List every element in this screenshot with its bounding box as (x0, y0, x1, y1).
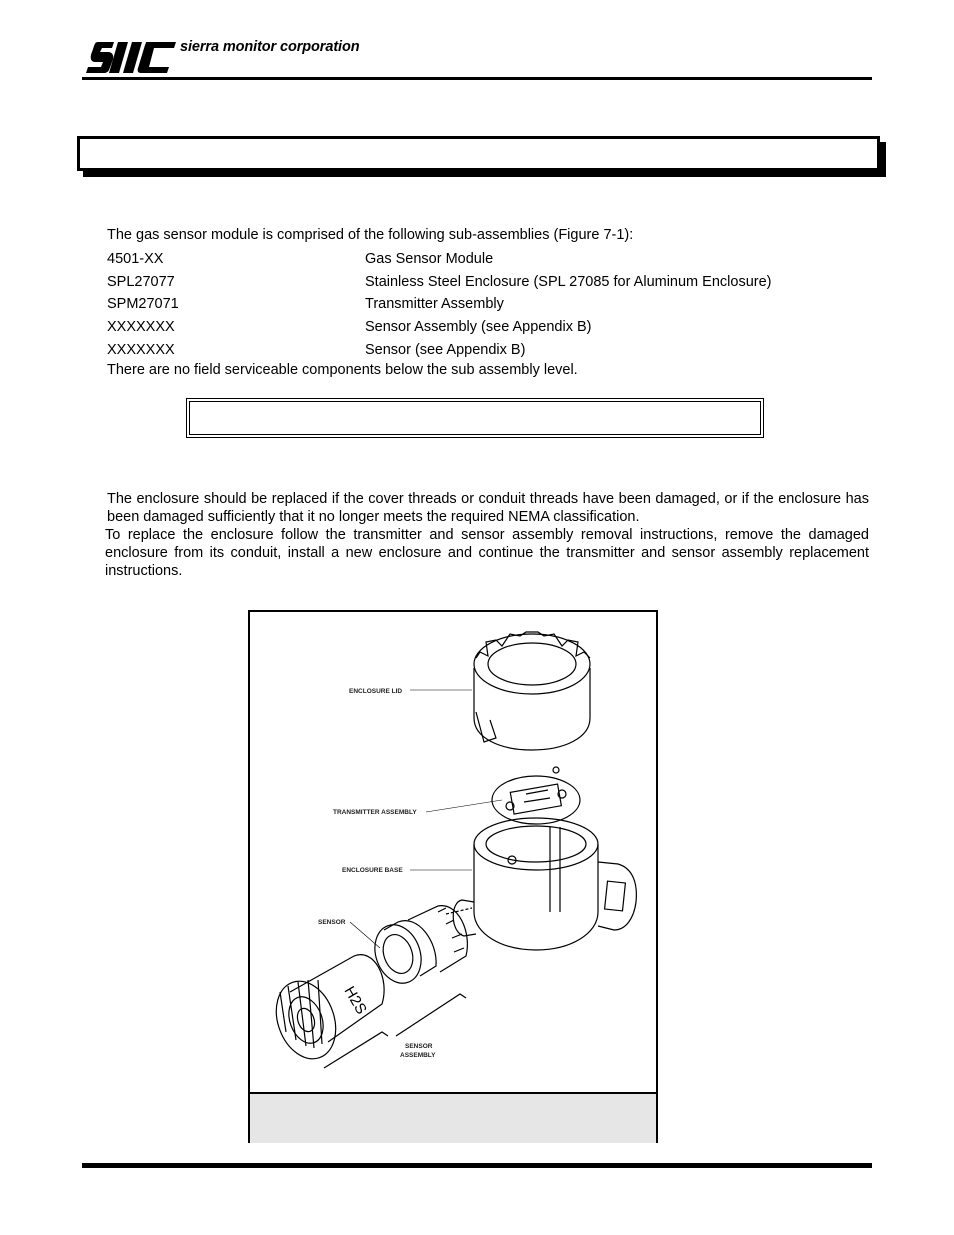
figure-caption-box (250, 1092, 656, 1143)
header-rule (82, 77, 872, 80)
sensor-assembly-drawing (266, 955, 384, 1067)
sub-assembly-list (107, 248, 867, 361)
subsection-heading-box (189, 401, 761, 435)
label-sensor-assembly-line1: SENSOR (405, 1043, 433, 1050)
list-item (107, 248, 867, 271)
part-description: Sensor (see Appendix B) (365, 341, 526, 358)
figure-7-1 (248, 610, 658, 1143)
enclosure-paragraph-2: To replace the enclosure follow the transmitter and sensor assembly removal instructions, remove the damaged enclosure from its conduit, install a new enclosure and continue the transmitter and sensor assembly replacement instructions. (105, 527, 869, 579)
transmitter-assembly-drawing (492, 767, 580, 824)
exploded-view-illustration (250, 612, 656, 1092)
label-sensor: SENSOR (318, 919, 346, 926)
enclosure-base-drawing (453, 818, 636, 950)
company-logo (84, 40, 360, 76)
label-sensor-assembly-line2: ASSEMBLY (400, 1052, 436, 1059)
list-item (107, 293, 867, 316)
section-heading-box (77, 136, 880, 171)
part-description: Sensor Assembly (see Appendix B) (365, 319, 592, 336)
enclosure-lid-drawing (474, 632, 590, 750)
part-code: SPL27077 (107, 273, 175, 290)
part-description: Gas Sensor Module (365, 251, 494, 268)
part-description: Transmitter Assembly (365, 296, 504, 313)
closing-text: There are no field serviceable components below the sub assembly level. (107, 362, 578, 378)
label-transmitter-assembly: TRANSMITTER ASSEMBLY (333, 809, 417, 816)
footer-rule (82, 1163, 872, 1168)
list-item (107, 338, 867, 361)
part-code: 4501-XX (107, 251, 164, 268)
list-item (107, 316, 867, 339)
enclosure-paragraph-1: The enclosure should be replaced if the cover threads or conduit threads have been damaged, or if the enclosure has been damaged sufficiently that it no longer meets the required NEMA classification. (107, 491, 869, 525)
part-code: XXXXXXX (107, 341, 175, 358)
label-enclosure-base: ENCLOSURE BASE (342, 867, 403, 874)
company-name: sierra monitor corporation (180, 39, 360, 55)
part-description: Stainless Steel Enclosure (SPL 27085 for Aluminum Enclosure) (365, 273, 772, 290)
label-enclosure-lid: ENCLOSURE LID (349, 688, 403, 695)
intro-text: The gas sensor module is comprised of the following sub-assemblies (Figure 7-1): (107, 227, 634, 243)
part-code: SPM27071 (107, 296, 179, 313)
list-item (107, 271, 867, 294)
part-code: XXXXXXX (107, 319, 175, 336)
smc-logo-mark (84, 40, 176, 74)
sensor-marking: H2S (340, 983, 370, 1018)
